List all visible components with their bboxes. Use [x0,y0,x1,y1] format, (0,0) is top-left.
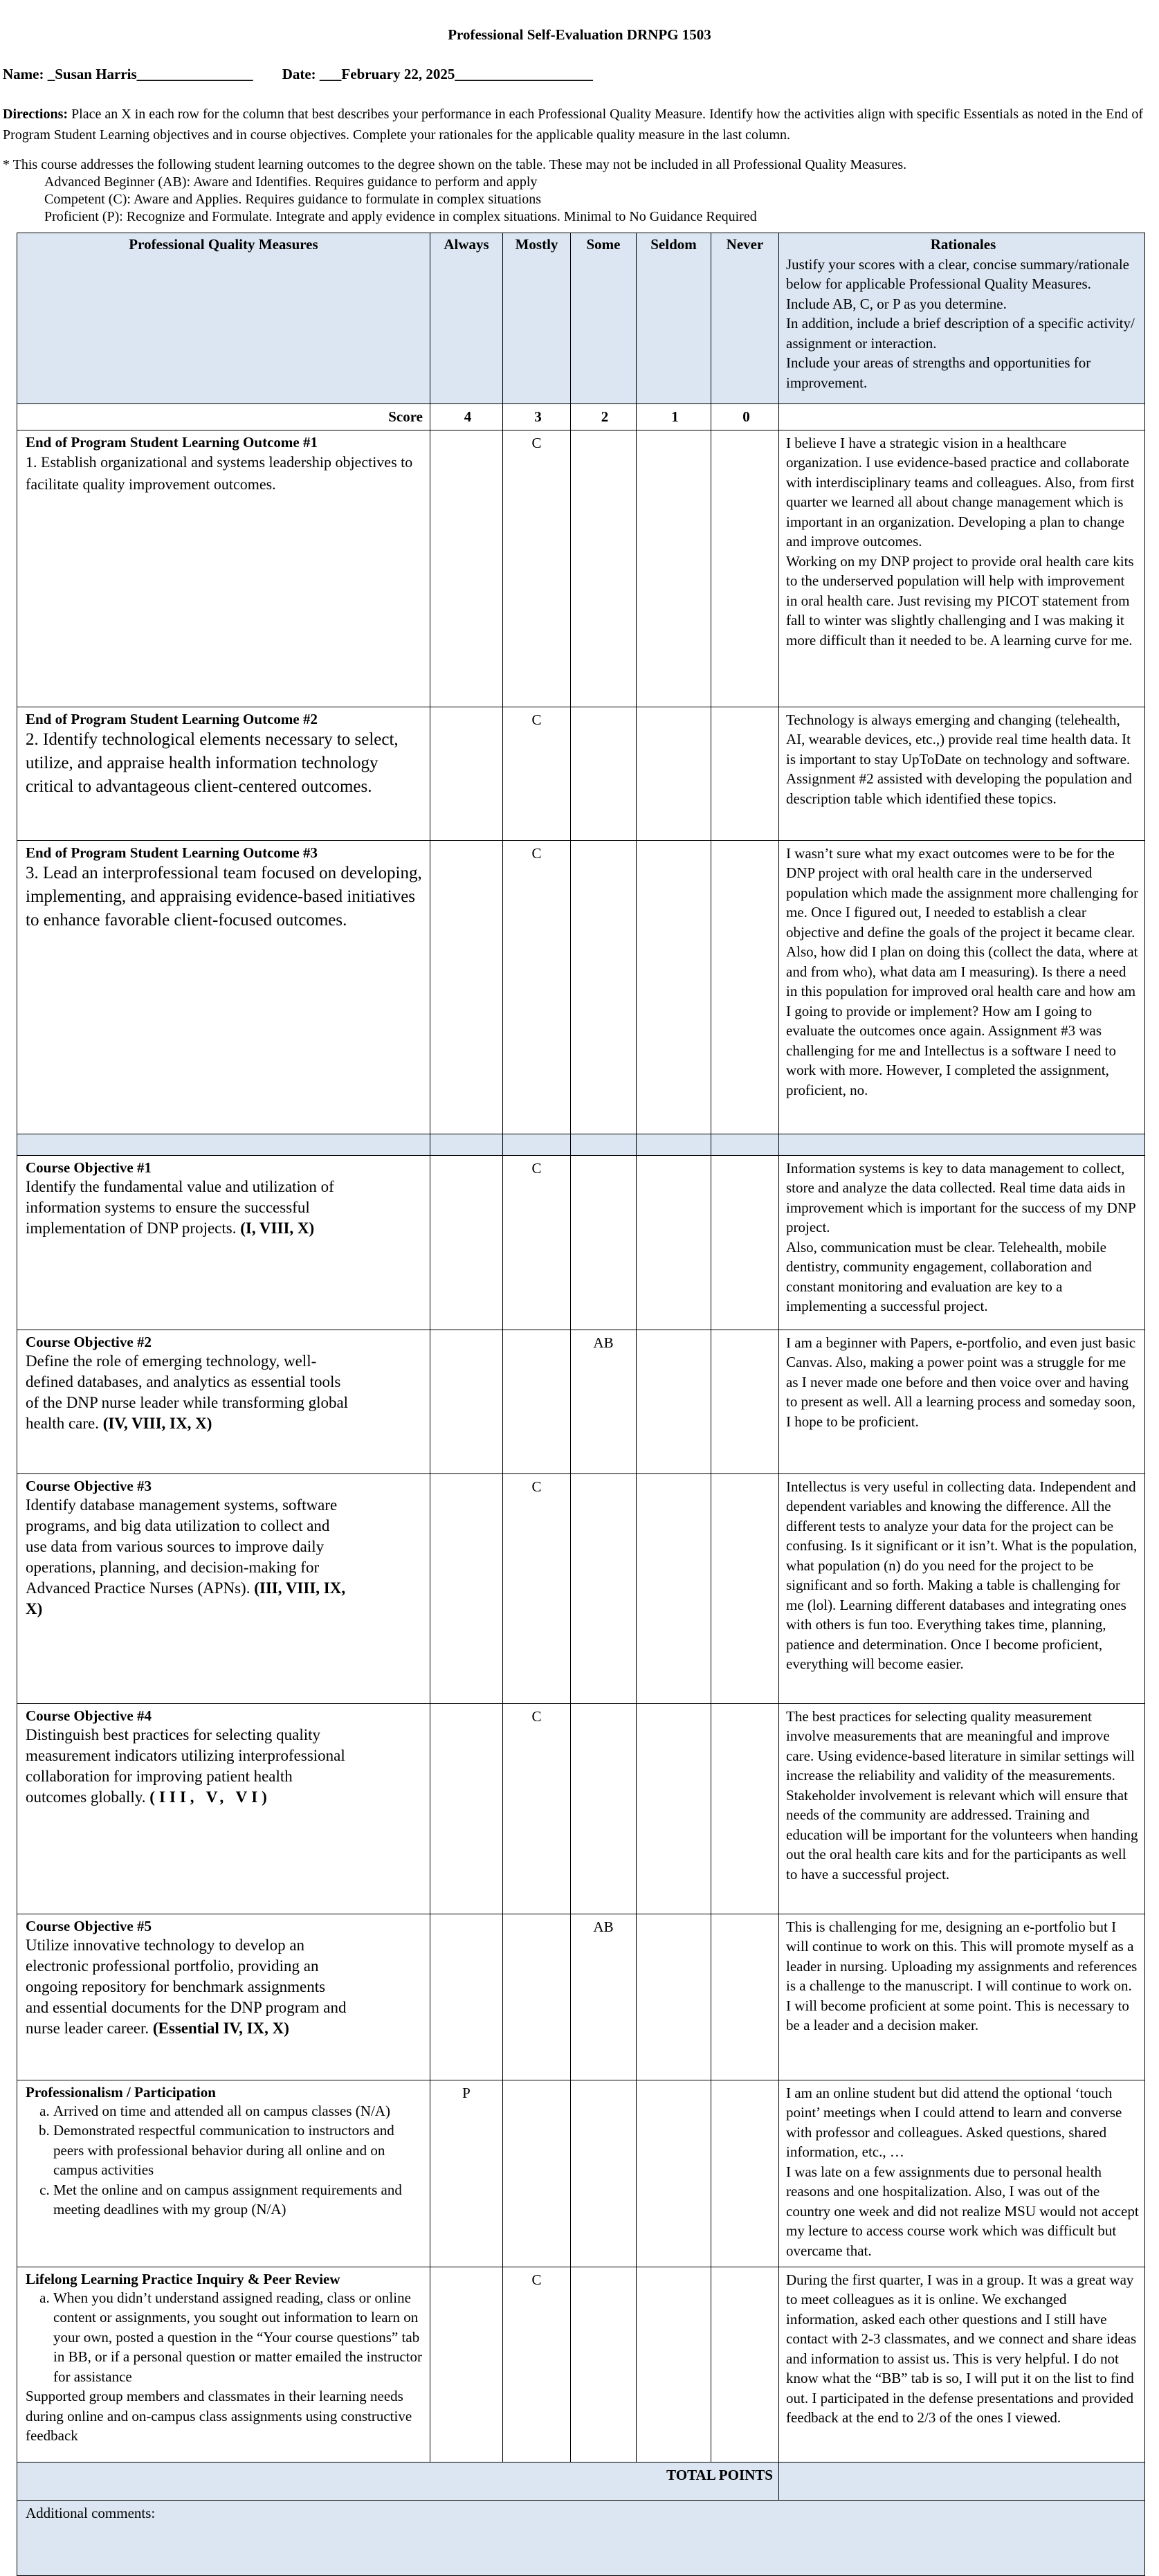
objective-cell [17,1330,430,1473]
outcome-text: 3. Lead an interprofessional team focused on developing, implementing, and appraising evidence-based initiatives to enhance favorable client-focused outcomes. [26,863,422,929]
mark-some[interactable] [571,2267,637,2462]
mark-mostly[interactable]: C [503,2267,571,2462]
mark-never[interactable] [711,840,779,1134]
rationale-paragraph: I wasn’t sure what my exact outcomes were to be for the DNP project with oral health care in the underserved population which made the assignment more challenging for me. Once I figured out, I needed to establish a clear objective and define the goals of the project it became clear. Also, how did I plan on doing this (collect the data, where at and from who), what data am I measuring). Is there a need in this population for improved oral health care and how am I going to provide or implement? How am I going to evaluate the outcomes once again. Assignment #3 was challenging for me and Intellectus is a software I need to work with more. However, I completed the assignment, proficient, no. [786,844,1139,1098]
rationale-cell[interactable] [779,707,1145,840]
rationale-cell[interactable] [779,840,1145,1134]
mark-seldom[interactable] [637,840,711,1134]
score-blank [779,404,1145,430]
score-never: 0 [711,404,779,430]
rationale-instruction: Include your areas of strengths and opportunities for improvement. [786,354,1091,391]
rationale-cell[interactable] [779,2267,1145,2462]
header-row [17,233,1145,404]
rationale-paragraph: I am a beginner with Papers, e-portfolio, and even just basic Canvas. Also, making a power point was a struggle for me as I never made one before and then voice over and having to present as well. All a learning process and someday soon, I hope to be proficient. [786,1334,1136,1430]
separator-cell [430,1134,503,1155]
level-competent: Competent (C): Aware and Applies. Requires guidance to formulate in complex situations [44,192,542,207]
mark-always[interactable] [430,2267,503,2462]
intro-line: * This course addresses the following student learning outcomes to the degree shown on the table. These may not be included in all Professional Quality Measures. [3,157,907,172]
mark-seldom[interactable] [637,707,711,840]
rationale-cell[interactable] [779,1703,1145,1914]
rationale-paragraph: Working on my DNP project to provide oral health care kits to the underserved population will help with improvement in oral health care. Just revising my PICOT statement from fall to winter was slightly challenging and I was making it more difficult than it needed to be. A learning curve for me. [786,552,1134,648]
name-value: _Susan Harris________________ [47,66,253,82]
objective-title: Course Objective #1 [26,1159,152,1176]
outcome-cell [17,430,430,707]
outcome-cell [17,840,430,1134]
intro-block [3,156,906,226]
objective-cell [17,1703,430,1914]
rationale-paragraph: This is challenging for me, designing an e-portfolio but I will continue to work on this. This will promote myself as a leader in nursing. Uploading my assignments and references is a challenge to the manuscript. I will continue to work on. I will become proficient at some point. This is necessary to be a leader and a decision maker. [786,1918,1138,2033]
objective-text: Identify the fundamental value and utilization of information systems to ensure the successful implementation of DNP projects. [26,1177,334,1237]
rationale-paragraph: Also, communication must be clear. Telehealth, mobile dentistry, community engagement, collaboration and constant monitoring and evaluation are key to a implementing a successful project. [786,1238,1106,1314]
mark-never[interactable] [711,1703,779,1914]
rationale-paragraph: I was late on a few assignments due to personal health reasons and one hospitalization. Also, I was out of the country one week and did not realize MSU would not accept my lecture to access course work which was difficult but overcame that. [786,2163,1139,2259]
outcome-row [17,430,1145,707]
outcome-row [17,707,1145,840]
objective-text: Distinguish best practices for selecting quality measurement indicators utilizing interprofessional collaboration for improving patient health outcomes globally. [26,1725,345,1806]
score-always: 4 [430,404,503,430]
outcome-title: End of Program Student Learning Outcome #2 [26,710,318,727]
level-proficient: Proficient (P): Recognize and Formulate. Integrate and apply evidence in complex situations. Minimal to No Guidance Required [44,209,757,224]
objective-row [17,1155,1145,1330]
outcome-title: End of Program Student Learning Outcome #3 [26,844,318,861]
mark-always[interactable] [430,1703,503,1914]
objective-essentials: (III, V, VI) [149,1788,271,1806]
header-mostly: Mostly [503,233,571,404]
mark-mostly[interactable]: C [503,840,571,1134]
objective-text: Define the role of emerging technology, well-defined databases, and analytics as essential tools of the DNP nurse leader while transforming global health care. [26,1352,349,1432]
mark-seldom[interactable] [637,2267,711,2462]
rationale-instruction: In addition, include a brief description of a specific activity/ assignment or interaction. [786,315,1135,352]
score-mostly: 3 [503,404,571,430]
rationale-cell[interactable] [779,430,1145,707]
objective-text-block [26,1495,351,1620]
objective-row [17,1703,1145,1914]
mark-always[interactable] [430,1155,503,1330]
separator-cell [779,1134,1145,1155]
objective-row [17,1330,1145,1473]
separator-cell [17,1134,430,1155]
mark-seldom[interactable] [637,1914,711,2080]
mark-always[interactable] [430,430,503,707]
professionalism-title: Professionalism / Participation [26,2083,216,2101]
separator-cell [503,1134,571,1155]
mark-some[interactable] [571,2080,637,2267]
outcome-text: 1. Establish organizational and systems leadership objectives to facilitate quality improvement outcomes. [26,453,413,493]
mark-never[interactable] [711,707,779,840]
objective-text: Utilize innovative technology to develop an electronic professional portfolio, providing an ongoing repository for benchmark assignments and essential documents for the DNP program and nurse leader career. [26,1936,347,2037]
header-measures: Professional Quality Measures [17,233,430,404]
directions-text: Place an X in each row for the column that best describes your performance in each Professional Quality Measure. Identify how the activities align with specific Essentials as noted in the End of Program Student Learning objectives and in course objectives. Complete your rationales for the applicable quality measure in the last column. [3,107,1144,143]
mark-never[interactable] [711,1155,779,1330]
comments-row [17,2500,1145,2575]
name-label: Name: [3,66,44,82]
mark-seldom[interactable] [637,1473,711,1703]
score-label: Score [17,404,430,430]
objective-cell [17,1914,430,2080]
mark-some[interactable] [571,430,637,707]
separator-row [17,1134,1145,1155]
lifelong-learning-list [26,2288,424,2387]
mark-mostly[interactable] [503,1914,571,2080]
objective-title: Course Objective #5 [26,1917,152,1934]
lifelong-learning-extra: Supported group members and classmates in their learning needs during online and on-campus class assignments using constructive feedback [26,2388,412,2444]
rationale-cell[interactable] [779,1155,1145,1330]
mark-never[interactable] [711,1914,779,2080]
professionalism-cell [17,2080,430,2267]
outcome-cell [17,707,430,840]
objective-title: Course Objective #2 [26,1333,152,1350]
rationale-cell[interactable] [779,1473,1145,1703]
mark-mostly[interactable]: C [503,430,571,707]
objective-essentials: (Essential IV, IX, X) [152,2019,289,2037]
outcome-title: End of Program Student Learning Outcome #1 [26,433,318,451]
total-points-label: TOTAL POINTS [17,2462,779,2500]
objective-text-block [26,1725,351,1808]
professionalism-row [17,2080,1145,2267]
professionalism-list [26,2101,424,2220]
mark-some[interactable] [571,1703,637,1914]
separator-cell [711,1134,779,1155]
score-seldom: 1 [637,404,711,430]
mark-always[interactable] [430,1914,503,2080]
mark-seldom[interactable] [637,430,711,707]
separator-cell [637,1134,711,1155]
mark-some[interactable]: AB [571,1330,637,1473]
level-advanced-beginner: Advanced Beginner (AB): Aware and Identifies. Requires guidance to perform and apply [44,174,538,190]
rationale-instruction: Justify your scores with a clear, concise summary/rationale below for applicable Professional Quality Measures. [786,255,1130,292]
header-rationales-title: Rationales [930,236,996,253]
header-rationales [779,233,1145,404]
header-always: Always [430,233,503,404]
objective-cell [17,1473,430,1703]
mark-always[interactable] [430,840,503,1134]
date-value: ___February 22, 2025___________________ [319,66,593,82]
rationale-paragraph: Intellectus is very useful in collecting data. Independent and dependent variables and knowing the difference. All the different tests to analyze your data for the project can be confusing. Is it significant or it isn’t. What is the population, what population (n) do you need for the project to be significant and so forth. Making a table is challenging for me (lol). Learning different databases and integrating ones with others is fun too. Everything takes time, planning, patience and determination. Once I become proficient, everything will become easier. [786,1478,1138,1672]
rationale-cell[interactable] [779,1914,1145,2080]
objective-text-block [26,1935,351,2039]
header-seldom: Seldom [637,233,711,404]
mark-always[interactable] [430,1473,503,1703]
objective-row [17,1914,1145,2080]
objective-text: Identify database management systems, software programs, and big data utilization to collect and use data from various sources to improve daily operations, planning, and decision-making for Advanced Practice Nurses (APNs). [26,1496,338,1597]
additional-comments[interactable] [17,2500,1145,2575]
mark-seldom[interactable] [637,2080,711,2267]
date-label: Date: [282,66,316,82]
objective-text-block [26,1177,351,1239]
list-item: a. Arrived on time and attended all on campus classes (N/A) [53,2101,424,2121]
mark-always[interactable] [430,1330,503,1473]
separator-cell [571,1134,637,1155]
mark-mostly[interactable] [503,2080,571,2267]
rationale-paragraph: During the first quarter, I was in a group. It was a great way to meet colleagues as it is online. We exchanged information, asked each other questions and I still have contact with 2-3 classmates, and we connect and share ideas and information to assist us. This is very helpful. I do not know what the “BB” tab is so, I will put it on the list to find out. I participated in the defense presentations and provided feedback at the end to 2/3 of the ones I viewed. [786,2271,1137,2426]
total-row [17,2462,1145,2500]
mark-never[interactable] [711,430,779,707]
rationale-paragraph: Information systems is key to data management to collect, store and analyze the data collected. Real time data aids in improvement which is important for the success of my DNP project. [786,1159,1135,1235]
name-date-line [3,66,593,83]
objective-essentials: (III, VIII, IX, X) [26,1579,346,1617]
mark-never[interactable] [711,2267,779,2462]
total-points-value[interactable] [779,2462,1145,2500]
rationale-paragraph: Technology is always emerging and changing (telehealth, AI, wearable devices, etc.,) provide real time health data. It is important to stay UpToDate on technology and software. [786,711,1131,768]
mark-mostly[interactable]: C [503,1473,571,1703]
objective-title: Course Objective #3 [26,1477,152,1494]
page-title: Professional Self-Evaluation DRNPG 1503 [448,26,711,43]
mark-some[interactable] [571,1473,637,1703]
mark-some[interactable]: AB [571,1914,637,2080]
rationale-cell[interactable] [779,2080,1145,2267]
mark-mostly[interactable]: C [503,707,571,840]
header-some: Some [571,233,637,404]
score-some: 2 [571,404,637,430]
mark-some[interactable] [571,707,637,840]
mark-mostly[interactable]: C [503,1155,571,1330]
mark-never[interactable] [711,1473,779,1703]
outcome-text: 2. Identify technological elements necessary to select, utilize, and appraise health information technology critical to advantageous client-centered outcomes. [26,729,399,796]
rationale-cell[interactable] [779,1330,1145,1473]
directions [3,104,1154,145]
score-row [17,404,1145,430]
mark-mostly[interactable]: C [503,1703,571,1914]
mark-never[interactable] [711,2080,779,2267]
mark-seldom[interactable] [637,1330,711,1473]
rationale-paragraph: I am an online student but did attend the optional ‘touch point’ meetings when I could attend to learn and converse with professor and colleagues. Asked questions, shared information, etc., … [786,2084,1122,2160]
objective-text-block [26,1351,351,1434]
rationale-paragraph: The best practices for selecting quality measurement involve measurements that are meaningful and improve care. Using evidence-based literature in similar settings will increase the reliability and validity of the measurements. Stakeholder involvement is relevant which will ensure that needs of the community are addressed. Training and education will be important for the volunteers when handing out the oral health care kits and for the participants as well to have a successful project. [786,1707,1138,1883]
rationale-paragraph: I believe I have a strategic vision in a healthcare organization. I use evidence-based practice and collaborate with interdisciplinary teams and colleagues. Also, from first quarter we learned all about change management which is important in an organization. Developing a plan to change and improve outcomes. [786,434,1135,550]
mark-some[interactable] [571,1155,637,1330]
lifelong-learning-cell [17,2267,430,2462]
directions-label: Directions: [3,107,69,122]
list-item: a. When you didn’t understand assigned reading, class or online content or assignments, you sought out information to learn on your own, posted a question in the “Your course questions” tab in BB, or if a personal question or matter emailed the instructor for assistance [53,2288,424,2387]
mark-some[interactable] [571,840,637,1134]
objective-cell [17,1155,430,1330]
objective-title: Course Objective #4 [26,1707,152,1724]
mark-seldom[interactable] [637,1155,711,1330]
mark-mostly[interactable] [503,1330,571,1473]
header-never: Never [711,233,779,404]
outcome-row [17,840,1145,1134]
mark-seldom[interactable] [637,1703,711,1914]
objective-essentials: (I, VIII, X) [240,1219,315,1237]
list-item: b. Demonstrated respectful communication to instructors and peers with professional behavior during all online and on campus activities [53,2121,424,2180]
mark-always[interactable]: P [430,2080,503,2267]
rationale-instruction: Include AB, C, or P as you determine. [786,295,1007,312]
mark-always[interactable] [430,707,503,840]
evaluation-table [17,233,1145,2576]
lifelong-learning-row [17,2267,1145,2462]
mark-never[interactable] [711,1330,779,1473]
additional-comments-label: Additional comments: [26,2504,156,2521]
objective-essentials: (IV, VIII, IX, X) [102,1414,212,1432]
objective-row [17,1473,1145,1703]
lifelong-learning-title: Lifelong Learning Practice Inquiry & Peer Review [26,2270,340,2287]
rationale-paragraph: Assignment #2 assisted with developing the population and description table which identified these topics. [786,770,1132,807]
list-item: c. Met the online and on campus assignment requirements and meeting deadlines with my group (N/A) [53,2180,424,2220]
